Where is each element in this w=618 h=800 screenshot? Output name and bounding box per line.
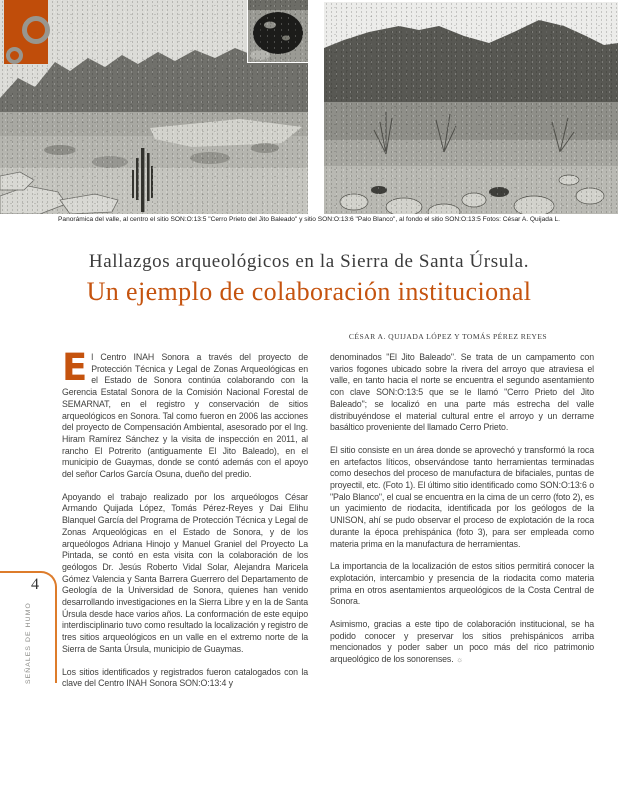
- photo-caption: Panorámica del valle, al centro el sitio SON:O:13:5 "Cerro Prieto del Jito Baleado" y sitio SON:O:13:6 "Palo Blanco", al fondo el sitio SON:O:13:5 Fotos: César A. Quijada L.: [58, 216, 560, 223]
- senales-de-humo-logo: [4, 0, 48, 64]
- article-body: [62, 346, 594, 701]
- left-column: [62, 346, 308, 701]
- page-number: 4: [31, 576, 39, 593]
- article-header: [20, 251, 598, 307]
- right-column: [330, 352, 594, 701]
- magazine-name: SEÑALES DE HUMO: [25, 602, 32, 684]
- paragraph: [62, 346, 308, 481]
- paragraph-text: Asimismo, gracias a este tipo de colaboración institucional, se ha podido conocer y preservar los sitios prehispánicos arriba mencionados y poder saber un poco más del rico patrimonio arqueológico de los sonorenses.: [330, 619, 594, 665]
- end-of-article-icon: ☼: [455, 655, 464, 665]
- paragraph: La importancia de la localización de estos sitios permitirá conocer la explotación, intercambio y presencia de la riodacita como materia prima en otros asentamientos arqueológicos de la Costa Central de Sonora.: [330, 561, 594, 607]
- drop-cap: E: [62, 346, 88, 389]
- paragraph: Apoyando el trabajo realizado por los arqueólogos César Armando Quijada López, Tomás Pérez-Reyes y Dai Elihu Blanquel García del Programa de Protección Técnica y Legal de Zonas Arqueológicas en el Estado de Sonora, y de los arqueólogos Adriana Hinojo y Manuel Graniel del Proyecto La Pintada, se contó en esta visita con la colaboración de los geólogos Dr. Jesús Roberto Vidal Solar, Alejandra Maricela Gómez Valencia y Santa Barrera Guerrero del Departamento de Geología de la Universidad de Sonora, quienes han venido desarrollando investigaciones en la Sierra Libre y en la de Santa Úrsula desde hace varios años. La conformación de este equipo interdisciplinario tuvo como resultado la localización y registro de tres sitios arqueológicos en un valle en el extremo norte de la Sierra de Santa Úrsula, municipio de Guaymas.: [62, 491, 308, 654]
- logo-ring-icon: [22, 16, 50, 44]
- paragraph: [330, 619, 594, 666]
- inset-photo-dark-rock: [247, 0, 308, 63]
- logo-small-ring-icon: [6, 47, 23, 64]
- photo-hillside-site: [324, 2, 618, 214]
- article-subtitle: Un ejemplo de colaboración institucional: [86, 277, 532, 306]
- paragraph: El sitio consiste en un área donde se aprovechó y transformó la roca en artefactos líticos, observándose tanto herramientas terminadas como desechos del proceso de manufactura de bifaciales, puntas de proyectil, etc. (Foto 1). El último sitio identificado como SON:O:13:6 o "Palo Blanco", el cual se encuentra en la cima de un cerro (foto 2), es un yacimiento de riodacita, identificada por los geólogos de la UNISON, ahí se pudo observar el proceso de explotación de la roca durante la época prehispánica (foto 3), para ser empleada como materia prima en la manufactura de herramientas.: [330, 444, 594, 549]
- paragraph: Los sitios identificados y registrados fueron catalogados con la clave del Centro INAH Sonora SON:O:13:4 y: [62, 666, 308, 689]
- article-title: Hallazgos arqueológicos en la Sierra de Santa Úrsula.: [88, 251, 530, 272]
- paragraph: denominados "El Jito Baleado". Se trata de un campamento con varios fogones ubicado sobre la rivera del arroyo que atraviesa el valle, en tanto hacia el norte se encuentra el segundo asentamiento con clave SON:O:13:5 que se le llamó "Cerro Prieto del Jito Baleado"; se localizó en una parte más estrecha del valle distribuyéndose el material cultural entre el arroyo y un derrame basáltico proveniente del llamado Cerro Prieto.: [330, 352, 594, 433]
- hillside-illustration: [324, 2, 618, 214]
- authors-byline: CÉSAR A. QUIJADA LÓPEZ Y TOMÁS PÉREZ REYES: [348, 332, 548, 341]
- paragraph-text: l Centro INAH Sonora a través del proyecto de Protección Técnica y Legal de Zonas Arqueológicas en el Estado de Sonora continúa colaborando con la Gerencia Estatal Sonora de la Comisión Nacional Forestal de SEMARNAT, en el registro y conservación de sitios arqueológicos en Sonora. Tal como fueron en 2006 las acciones del proyecto de Compensación Ambiental, asesorado por el Ing. Hiram Ramírez Sánchez y la visita de inspección en 2011, al rancho El Potrerito (antiguamente El Jito Baleado), en el municipio de Guaymas, donde se contó además con el apoyo del señor Carlos García Osuna, dueño del predio.: [62, 352, 308, 480]
- rock-illustration: [248, 0, 308, 62]
